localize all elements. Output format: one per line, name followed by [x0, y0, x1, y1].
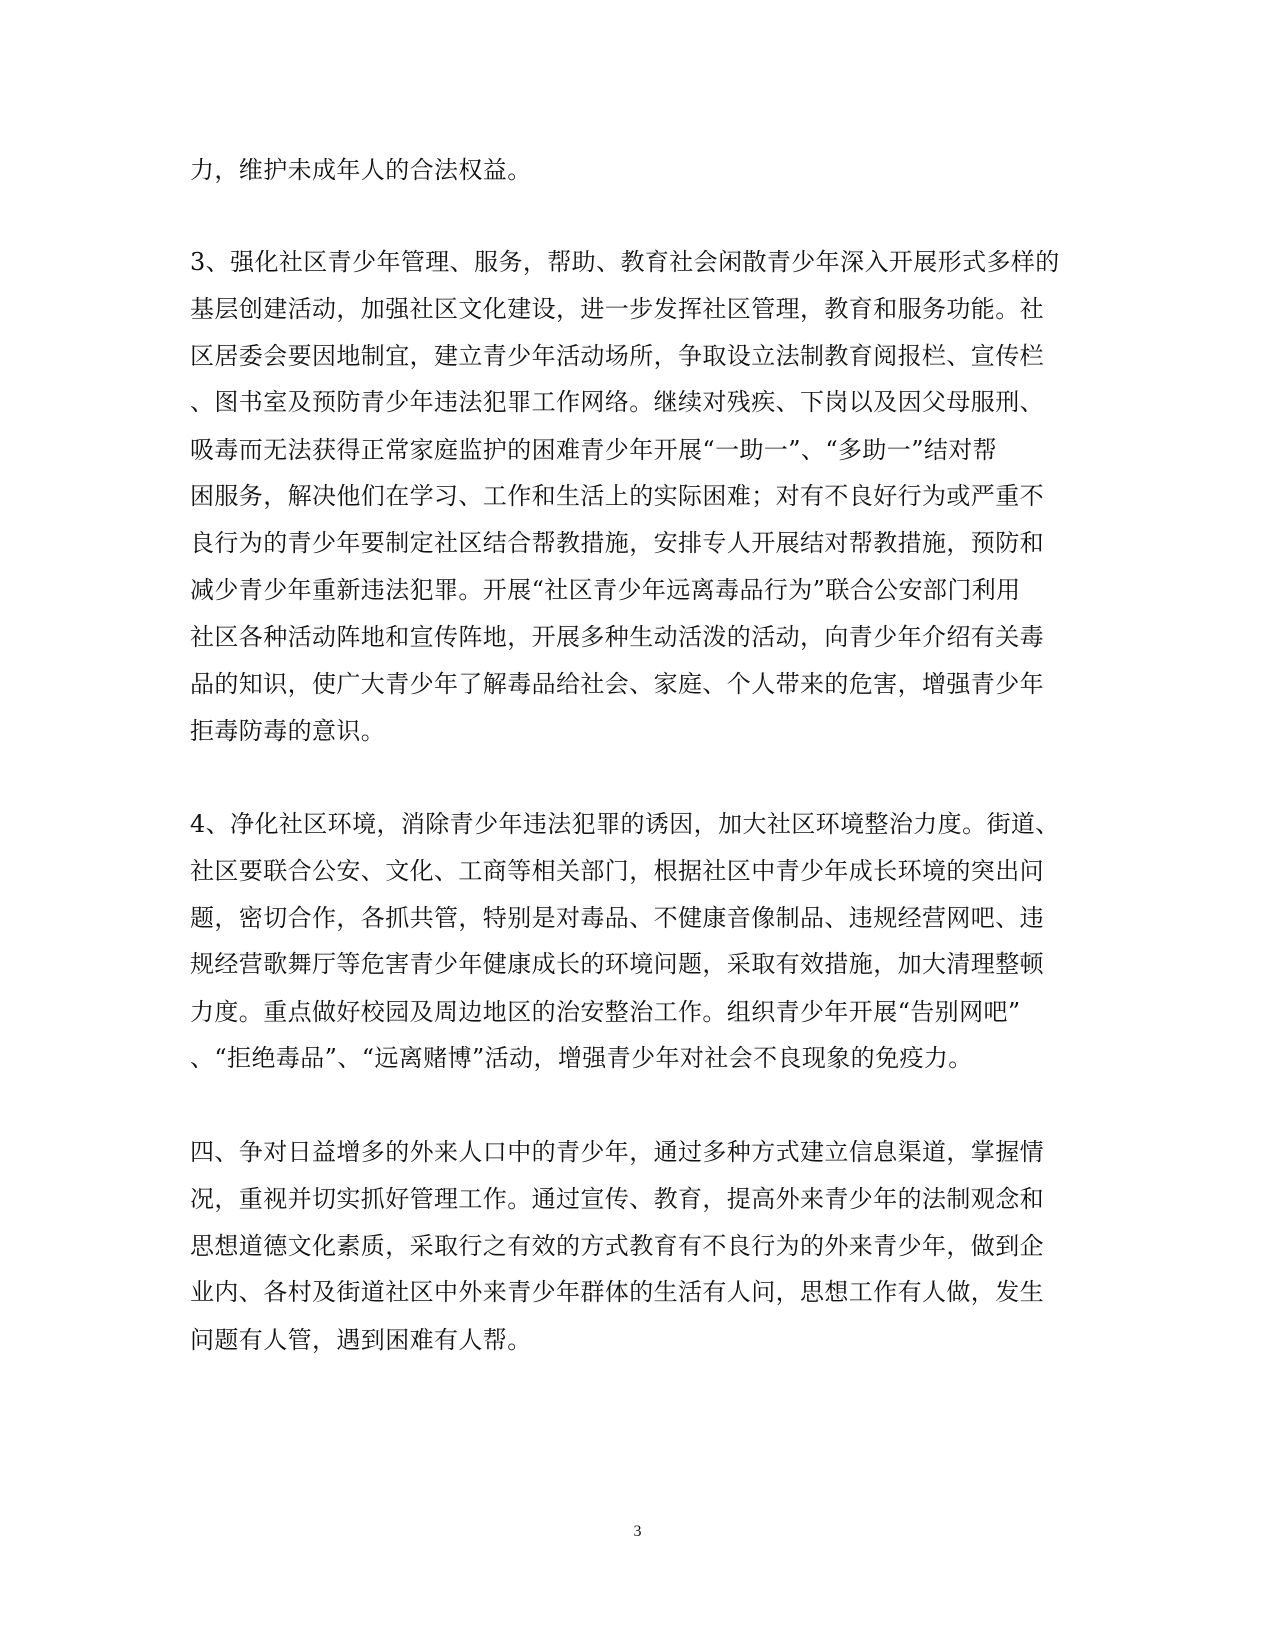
- text-line: 业内、各村及街道社区中外来青少年群体的生活有人问，思想工作有人做，发生: [190, 1278, 1044, 1306]
- text-line: 社区各种活动阵地和宣传阵地，开展多种生动活泼的活动，向青少年介绍有关毒: [190, 623, 1044, 651]
- text-line: 品的知识，使广大青少年了解毒品给社会、家庭、个人带来的危害，增强青少年: [190, 670, 1044, 698]
- page-number: 3: [633, 1523, 642, 1540]
- text-line: 思想道德文化素质，采取行之有效的方式教育有不良行为的外来青少年，做到企: [190, 1232, 1044, 1260]
- text-line: 吸毒而无法获得正常家庭监护的困难青少年开展“一助一”、“多助一”结对帮: [190, 436, 998, 464]
- text-line: 3、强化社区青少年管理、服务，帮助、教育社会闲散青少年深入开展形式多样的: [190, 248, 1060, 276]
- text-line: 社区要联合公安、文化、工商等相关部门，根据社区中青少年成长环境的突出问: [190, 857, 1044, 885]
- text-line: 况，重视并切实抓好管理工作。通过宣传、教育，提高外来青少年的法制观念和: [190, 1185, 1044, 1213]
- text-line: 良行为的青少年要制定社区结合帮教措施，安排专人开展结对帮教措施，预防和: [190, 529, 1044, 557]
- text-line: 题，密切合作，各抓共管，特别是对毒品、不健康音像制品、违规经营网吧、违: [190, 904, 1044, 932]
- text-line: 区居委会要因地制宜，建立青少年活动场所，争取设立法制教育阅报栏、宣传栏: [190, 342, 1044, 370]
- text-line: 拒毒防毒的意识。: [190, 717, 386, 745]
- text-line: 力度。重点做好校园及周边地区的治安整治工作。组织青少年开展“告别网吧”: [190, 998, 1021, 1026]
- text-line: 问题有人管，遇到困难有人帮。: [190, 1326, 532, 1354]
- text-line: 力，维护未成年人的合法权益。: [190, 156, 532, 184]
- text-line: 规经营歌舞厅等危害青少年健康成长的环境问题，采取有效措施，加大清理整顿: [190, 950, 1044, 978]
- text-line: 减少青少年重新违法犯罪。开展“社区青少年远离毒品行为”联合公安部门利用: [190, 576, 1021, 604]
- text-line: 、“拒绝毒品”、“远离赌博”活动，增强青少年对社会不良现象的免疫力。: [190, 1044, 973, 1072]
- text-line: 、图书室及预防青少年违法犯罪工作网络。继续对残疾、下岗以及因父母服刑、: [190, 388, 1044, 416]
- text-line: 基层创建活动，加强社区文化建设，进一步发挥社区管理，教育和服务功能。社: [190, 295, 1044, 323]
- text-line: 困服务，解决他们在学习、工作和生活上的实际困难；对有不良好行为或严重不: [190, 482, 1044, 510]
- text-line: 4、净化社区环境，消除青少年违法犯罪的诱因，加大社区环境整治力度。街道、: [190, 810, 1060, 838]
- text-line: 四、争对日益增多的外来人口中的青少年，通过多种方式建立信息渠道，掌握情: [190, 1138, 1044, 1166]
